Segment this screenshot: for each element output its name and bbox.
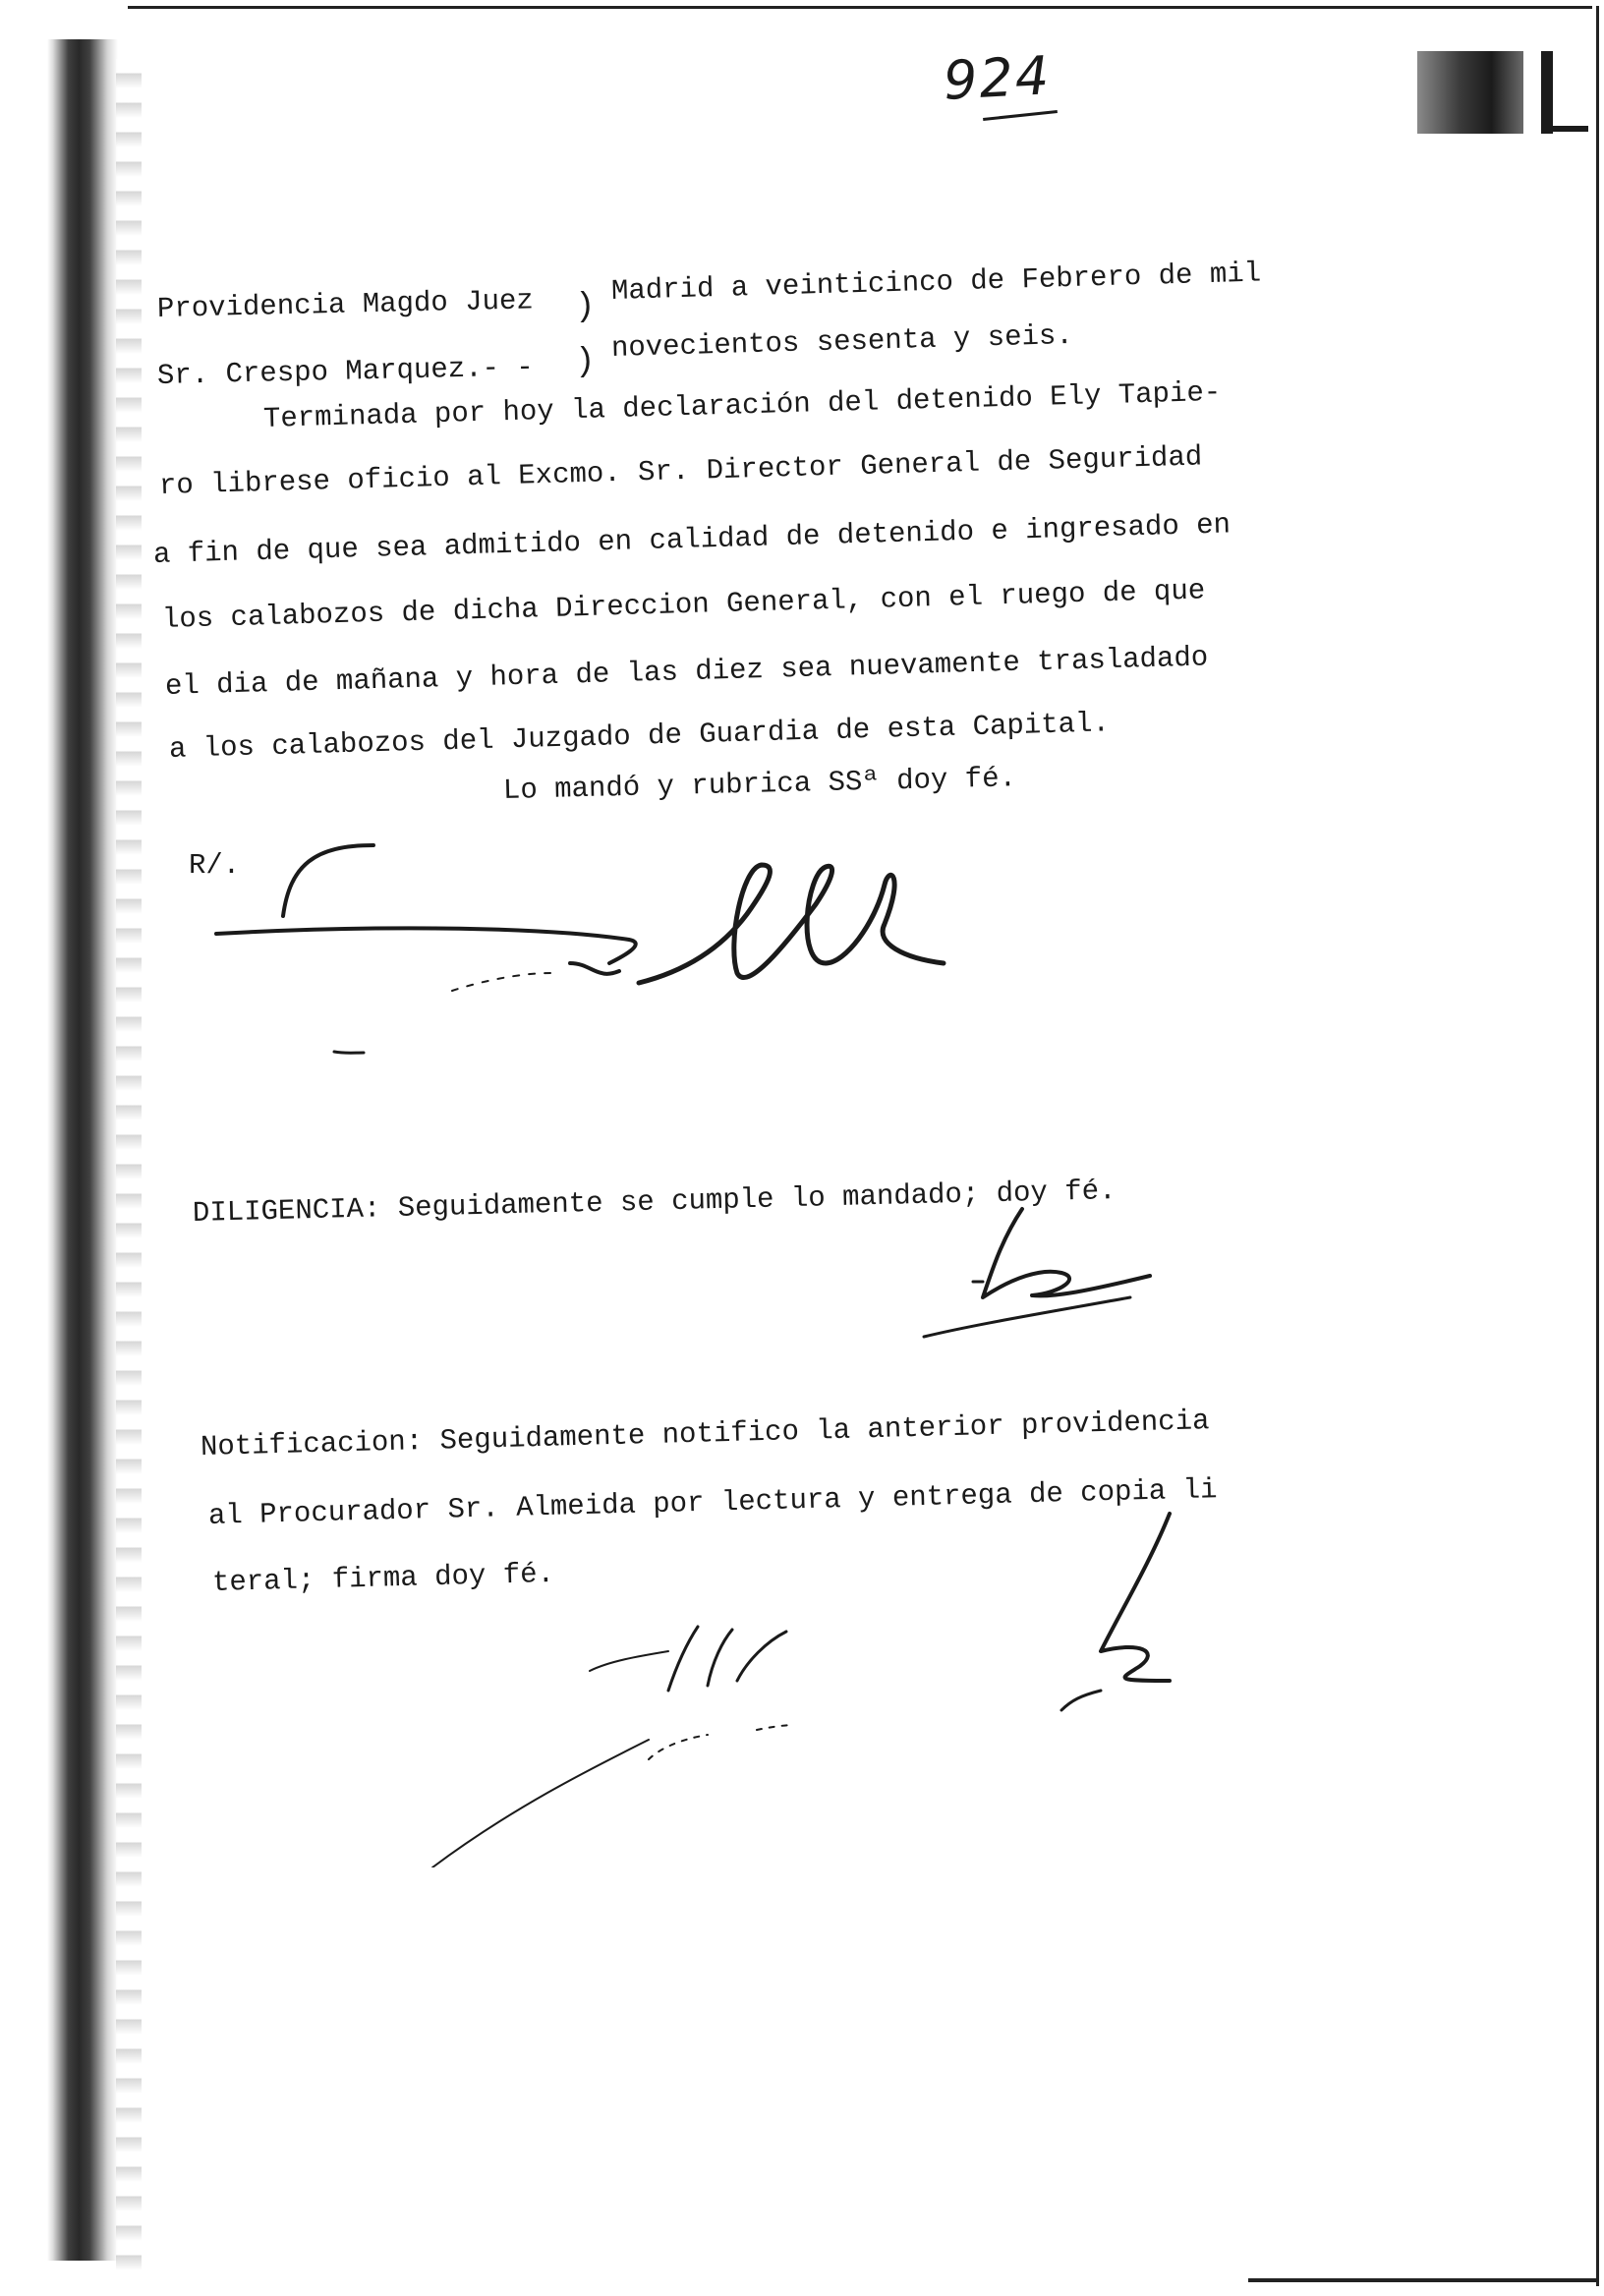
heading-brace-2: ) xyxy=(575,344,596,381)
heading-right-line-2: novecientos sesenta y seis. xyxy=(610,318,1074,365)
heading-left-line-1: Providencia Magdo Juez xyxy=(156,284,535,325)
notificacion-line-1: Notificacion: Seguidamente notifico la anterior providencia xyxy=(200,1405,1210,1464)
folio-underline xyxy=(983,110,1058,121)
notification-signature xyxy=(1022,1504,1219,1730)
page-border-top xyxy=(128,6,1592,9)
providencia-line-4: los calabozos de dicha Direccion General, con el ruego de que xyxy=(161,574,1206,636)
diligencia-signature xyxy=(914,1199,1170,1347)
heading-right-line-1: Madrid a veinticinco de Febrero de mil xyxy=(610,257,1262,308)
page-border-right xyxy=(1596,6,1599,2286)
corner-stamp-tab xyxy=(1541,51,1553,134)
heading-brace-1: ) xyxy=(575,289,596,326)
corner-stamp xyxy=(1417,51,1523,134)
page-border-bottom xyxy=(1248,2278,1598,2282)
procurador-signature xyxy=(413,1553,924,1867)
notificacion-line-2: al Procurador Sr. Almeida por lectura y entrega de copia li xyxy=(207,1473,1218,1532)
rubric-mark: R/. xyxy=(189,849,241,882)
providencia-closing: Lo mandó y rubrica SSª doy fé. xyxy=(502,762,1017,807)
providencia-line-2: ro librese oficio al Excmo. Sr. Director General de Seguridad xyxy=(158,440,1203,502)
providencia-line-5: el dia de mañana y hora de las diez sea nuevamente trasladado xyxy=(164,641,1209,703)
scan-binding-edge xyxy=(47,39,118,2261)
judge-signature xyxy=(197,826,1258,1062)
providencia-line-1: Terminada por hoy la declaración del detenido Ely Tapie- xyxy=(262,375,1222,435)
providencia-line-6: a los calabozos del Juzgado de Guardia de esta Capital. xyxy=(168,707,1111,766)
scan-binding-shadow xyxy=(116,59,142,2270)
notificacion-line-3: teral; firma doy fé. xyxy=(211,1557,555,1599)
folio-number: 924 xyxy=(942,44,1053,112)
diligencia-text: DILIGENCIA: Seguidamente se cumple lo mandado; doy fé. xyxy=(192,1175,1117,1230)
providencia-line-3: a fin de que sea admitido en calidad de detenido e ingresado en xyxy=(152,508,1232,571)
heading-left-line-2: Sr. Crespo Marquez.- - xyxy=(156,351,535,392)
corner-stamp-foot xyxy=(1541,126,1588,132)
